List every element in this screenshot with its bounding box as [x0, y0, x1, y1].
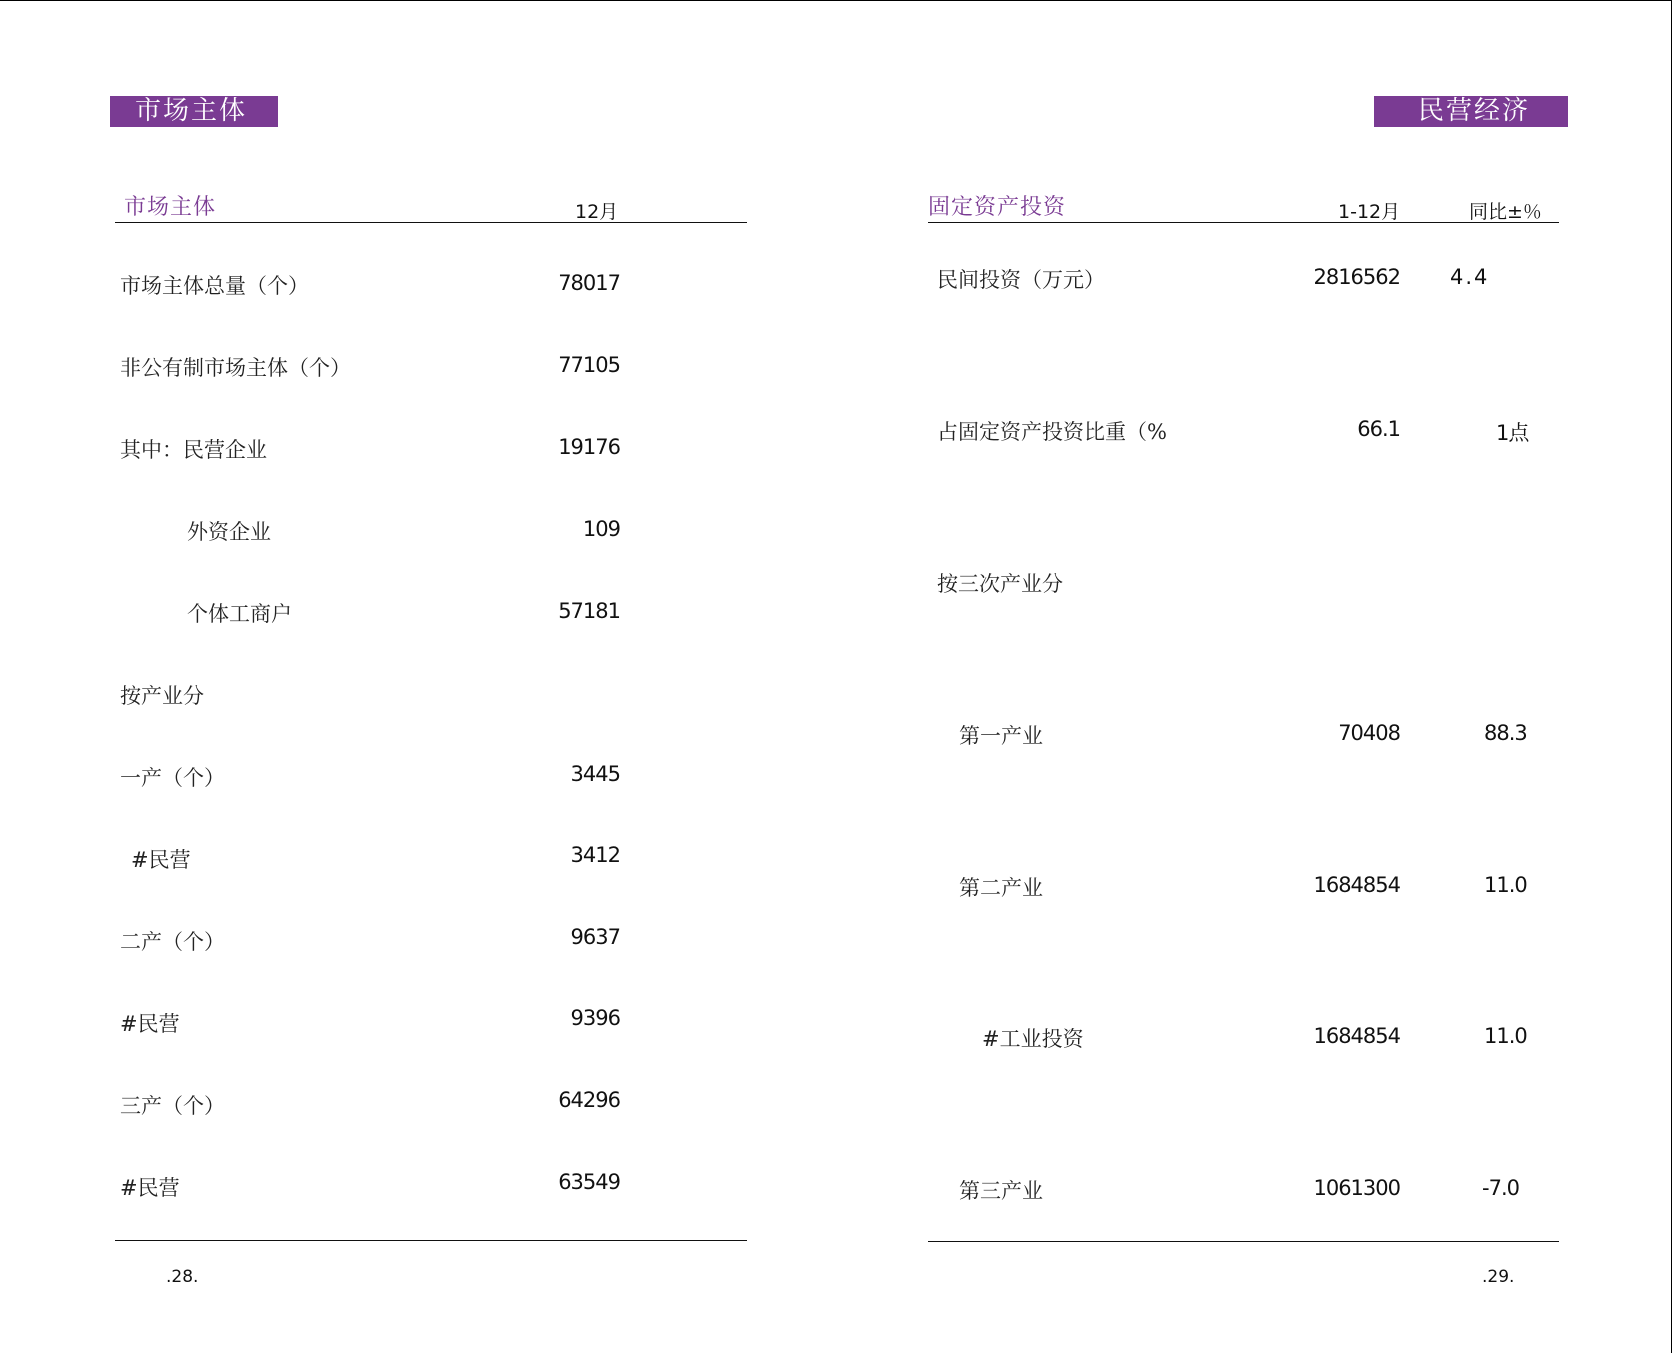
right-row-change: 11.0: [1484, 873, 1527, 897]
right-row-value: 1684854: [1313, 873, 1400, 897]
left-page-number: .28.: [166, 1267, 199, 1287]
left-row-label: 非公有制市场主体（个）: [120, 356, 351, 380]
right-row-value: 70408: [1338, 721, 1400, 745]
right-change-header: 同比±％: [1469, 201, 1542, 223]
left-row-label: 外资企业: [187, 520, 271, 544]
right-row-label: #工业投资: [982, 1027, 1084, 1051]
left-row-label: 市场主体总量（个）: [120, 274, 309, 298]
right-row-value: 1061300: [1313, 1176, 1400, 1200]
left-footer-rule: [115, 1240, 747, 1241]
left-period-header: 12月: [575, 201, 619, 223]
left-row-value: 9637: [570, 925, 620, 949]
right-row-change: 1点: [1496, 421, 1529, 445]
right-row-change: 11.0: [1484, 1024, 1527, 1048]
right-page-tag: 民营经济: [1374, 96, 1568, 127]
left-row-label: 二产（个）: [120, 930, 225, 954]
right-row-value: 1684854: [1313, 1024, 1400, 1048]
right-period-header: 1-12月: [1338, 201, 1401, 223]
left-row-value: 9396: [570, 1006, 620, 1030]
right-page-number: .29.: [1482, 1267, 1515, 1287]
left-row-value: 57181: [558, 599, 620, 623]
left-page-tag: 市场主体: [110, 96, 278, 127]
right-row-value: 66.1: [1357, 417, 1400, 441]
left-row-label: 一产（个）: [120, 766, 225, 790]
left-header-rule: [115, 222, 747, 223]
right-row-change: 88.3: [1484, 721, 1527, 745]
left-row-value: 3445: [570, 762, 620, 786]
right-footer-rule: [928, 1241, 1559, 1242]
right-row-change: -7.0: [1482, 1176, 1519, 1200]
left-row-value: 77105: [558, 353, 620, 377]
left-row-label: 三产（个）: [120, 1094, 225, 1118]
page-top-border: [0, 0, 1672, 1]
right-group-label: 按三次产业分: [937, 572, 1063, 596]
left-row-value: 64296: [558, 1088, 620, 1112]
left-row-label: #民营: [120, 1012, 180, 1036]
right-row-label: 占固定资产投资比重（%: [937, 420, 1167, 444]
right-header-rule: [928, 222, 1559, 223]
right-row-value: 2816562: [1313, 265, 1400, 289]
left-section-title: 市场主体: [124, 195, 217, 220]
left-row-label: 个体工商户: [187, 602, 292, 626]
right-row-change: 4.4: [1450, 265, 1490, 289]
left-row-label: #民营: [120, 1176, 180, 1200]
left-row-label: #民营: [131, 848, 191, 872]
left-group-label: 按产业分: [120, 684, 204, 708]
right-row-label: 第一产业: [959, 724, 1043, 748]
left-row-label: 其中：民营企业: [120, 438, 267, 462]
right-row-label: 民间投资（万元）: [937, 268, 1105, 292]
right-section-title: 固定资产投资: [928, 195, 1067, 220]
left-row-value: 109: [582, 517, 620, 541]
left-row-value: 78017: [558, 271, 620, 295]
left-row-value: 19176: [558, 435, 620, 459]
left-row-value: 3412: [570, 843, 620, 867]
left-row-value: 63549: [558, 1170, 620, 1194]
right-row-label: 第二产业: [959, 876, 1043, 900]
right-row-label: 第三产业: [959, 1179, 1043, 1203]
